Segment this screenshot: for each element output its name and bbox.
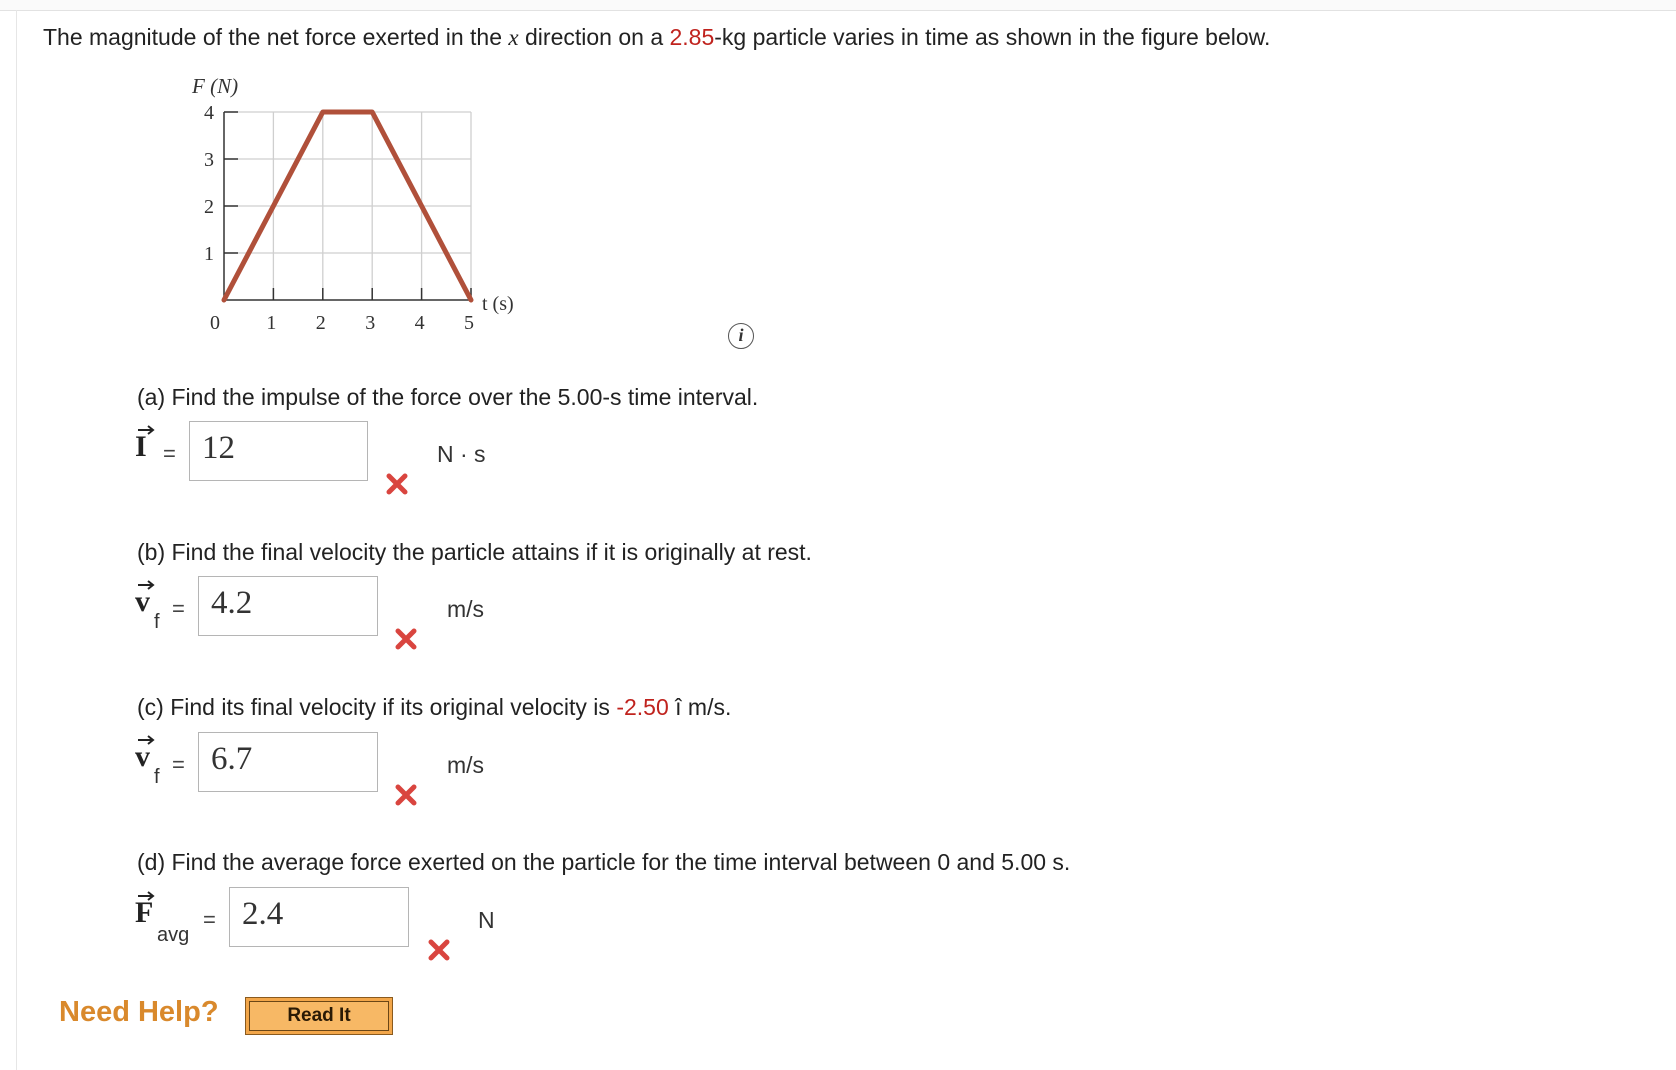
incorrect-x-icon <box>427 938 451 962</box>
final-velocity-c-unit: m/s <box>447 752 485 778</box>
vector-arrow-icon <box>136 580 156 590</box>
y-tick-label: 2 <box>204 196 214 218</box>
part-b-prompt: (b) Find the final velocity the particle attains if it is originally at rest. <box>137 539 812 565</box>
average-force-unit: N <box>478 907 495 933</box>
y-axis-label: F (N) <box>192 74 239 98</box>
y-tick-label: 3 <box>204 149 214 171</box>
info-icon[interactable]: i <box>728 323 754 349</box>
read-it-label: Read It <box>249 1001 389 1031</box>
top-border <box>0 0 1676 11</box>
average-force-symbol: F avg <box>135 896 153 930</box>
initial-velocity-value: -2.50 <box>616 694 669 720</box>
impulse-unit: N · s <box>437 441 486 467</box>
grid <box>224 112 471 300</box>
average-force-answer-input[interactable]: 2.4 <box>229 887 409 947</box>
vector-arrow-icon <box>136 735 156 745</box>
part-a-prompt: (a) Find the impulse of the force over the 5.00-s time interval. <box>137 384 759 410</box>
part-d-prompt: (d) Find the average force exerted on the particle for the time interval between 0 and 5.00 s. <box>137 849 1071 875</box>
x-tick-label: 2 <box>315 312 326 334</box>
incorrect-x-icon <box>385 472 409 496</box>
mass-value: 2.85 <box>669 24 715 50</box>
part-c-prompt: (c) Find its final velocity if its original velocity is -2.50 î m/s. <box>137 694 732 720</box>
x-tick-labels <box>210 312 474 334</box>
x-tick-label: 3 <box>365 312 376 334</box>
equals-sign: = <box>203 907 216 932</box>
equals-sign: = <box>163 441 176 466</box>
final-velocity-symbol: v f <box>135 585 150 619</box>
vector-arrow-icon <box>136 425 156 435</box>
incorrect-x-icon <box>394 783 418 807</box>
incorrect-x-icon <box>394 627 418 651</box>
vector-arrow-icon <box>136 891 156 901</box>
y-tick-labels <box>204 102 214 265</box>
impulse-symbol: I <box>135 430 147 464</box>
need-help-label: Need Help? <box>59 996 219 1028</box>
force-time-graph <box>168 64 548 349</box>
x-tick-label: 1 <box>266 312 277 334</box>
impulse-answer-input[interactable]: 12 <box>189 421 368 481</box>
final-velocity-symbol: v f <box>135 740 150 774</box>
x-tick-label: 0 <box>210 312 220 334</box>
final-velocity-answer-input[interactable]: 4.2 <box>198 576 378 636</box>
equals-sign: = <box>172 596 185 621</box>
final-velocity-unit: m/s <box>447 596 485 622</box>
question-text: The magnitude of the net force exerted in the x direction on a 2.85-kg particle varies in time as shown in the figure below. <box>43 24 1271 50</box>
y-tick-label: 4 <box>204 102 214 124</box>
equals-sign: = <box>172 752 185 777</box>
final-velocity-c-answer-input[interactable]: 6.7 <box>198 732 378 792</box>
read-it-button[interactable] <box>245 997 393 1035</box>
x-axis-label: t (s) <box>482 293 514 315</box>
x-tick-label: 4 <box>414 312 425 334</box>
y-tick-label: 1 <box>204 243 214 265</box>
left-border <box>16 10 17 1070</box>
x-tick-label: 5 <box>464 312 474 334</box>
